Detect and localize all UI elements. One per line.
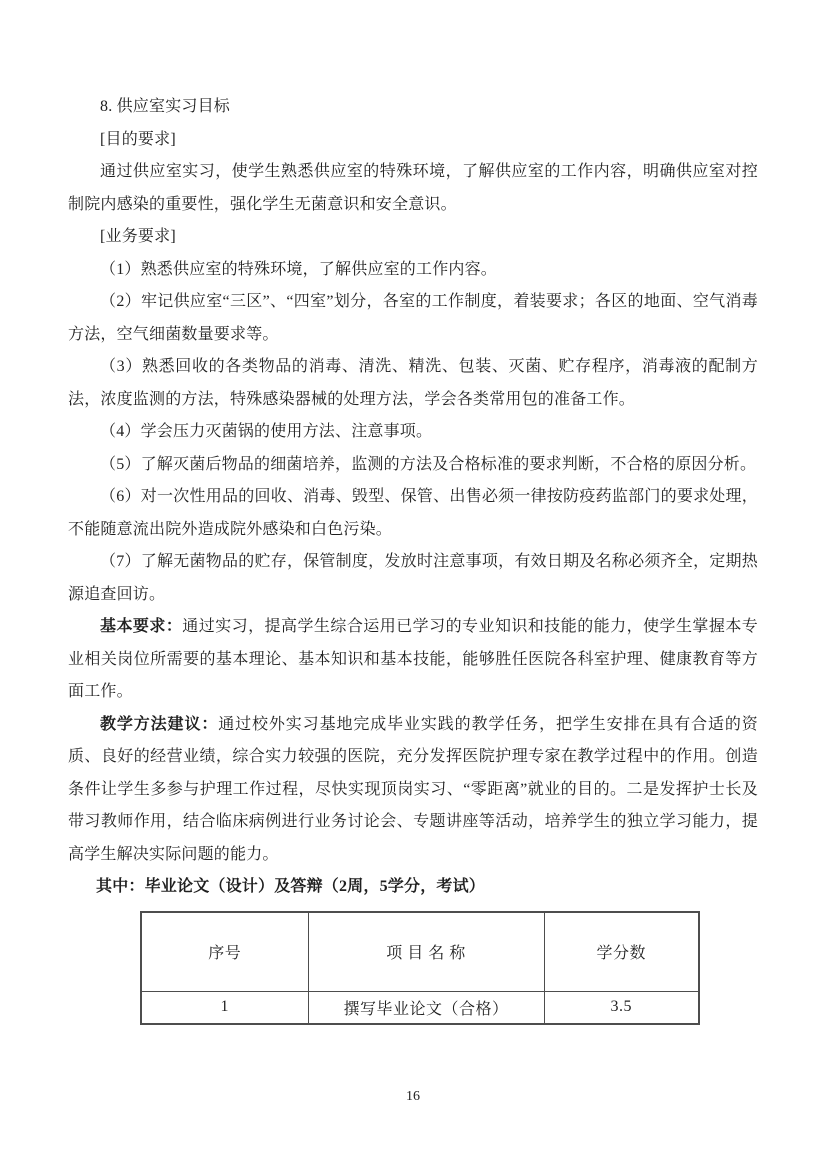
thesis-subheading: 其中：毕业论文（设计）及答辩（2周，5学分，考试） [96, 878, 486, 895]
table-header-row [141, 912, 699, 992]
credit-table [140, 911, 700, 1025]
table-cell-item-name: 撰写毕业论文（合格） [308, 992, 544, 1024]
page-number: 16 [406, 1089, 420, 1104]
business-item-2: （2）牢记供应室“三区”、“四室”划分，各室的工作制度，着装要求；各区的地面、空气消毒方法，空气细菌数量要求等。 [68, 293, 758, 343]
table-cell-seq: 1 [141, 992, 308, 1024]
section-heading: 8. 供应室实习目标 [100, 98, 231, 115]
business-label: [业务要求] [100, 228, 176, 245]
purpose-label: [目的要求] [100, 130, 176, 148]
purpose-paragraph: 通过供应室实习，使学生熟悉供应室的特殊环境，了解供应室的工作内容，明确供应室对控制院内感染的重要性，强化学生无菌意识和安全意识。 [68, 163, 758, 213]
business-item-3: （3）熟悉回收的各类物品的消毒、清洗、精洗、包装、灭菌、贮存程序，消毒液的配制方法，浓度监测的方法，特殊感染器械的处理方法，学会各类常用包的准备工作。 [68, 358, 758, 408]
basic-requirements-lead: 基本要求： [100, 618, 183, 635]
business-item-1: （1）熟悉供应室的特殊环境，了解供应室的工作内容。 [100, 260, 498, 278]
business-item-7: （7）了解无菌物品的贮存，保管制度，发放时注意事项，有效日期及名称必须齐全，定期热源追查回访。 [68, 553, 758, 603]
business-item-6: （6）对一次性用品的回收、消毒、毁型、保管、出售必须一律按防疫药监部门的要求处理，不能随意流出院外造成院外感染和白色污染。 [68, 488, 758, 538]
teaching-method-paragraph [68, 709, 758, 872]
teaching-method-lead: 教学方法建议： [100, 715, 219, 733]
teaching-method-text: 通过校外实习基地完成毕业实践的教学任务，把学生安排在具有合适的资质、良好的经营业绩，综合实力较强的医院，充分发挥医院护理专家在教学过程中的作用。创造条件让学生多参与护理工作过程，尽快实现顶岗实习、“零距离”就业的目的。二是发挥护士长及带习教师作用，结合临床病例进行业务讨论会、专题讲座等活动，培养学生的独立学习能力，提高学生解决实际问题的能力。 [68, 715, 758, 863]
table-row [141, 992, 699, 1024]
business-item-5: （5）了解灭菌后物品的细菌培养，监测的方法及合格标准的要求判断，不合格的原因分析。 [100, 455, 757, 473]
basic-requirements-text: 通过实习，提高学生综合运用已学习的专业知识和技能的能力，使学生掌握本专业相关岗位所需要的基本理论、基本知识和基本技能，能够胜任医院各科室护理、健康教育等方面工作。 [68, 618, 758, 700]
business-item-4: （4）学会压力灭菌锅的使用方法、注意事项。 [100, 423, 433, 440]
table-header-credits: 学分数 [544, 912, 699, 992]
table-header-seq: 序号 [141, 912, 308, 992]
table-header-item-name: 项 目 名 称 [308, 912, 544, 992]
basic-requirements-paragraph [68, 611, 758, 709]
table-cell-credits: 3.5 [544, 992, 699, 1024]
